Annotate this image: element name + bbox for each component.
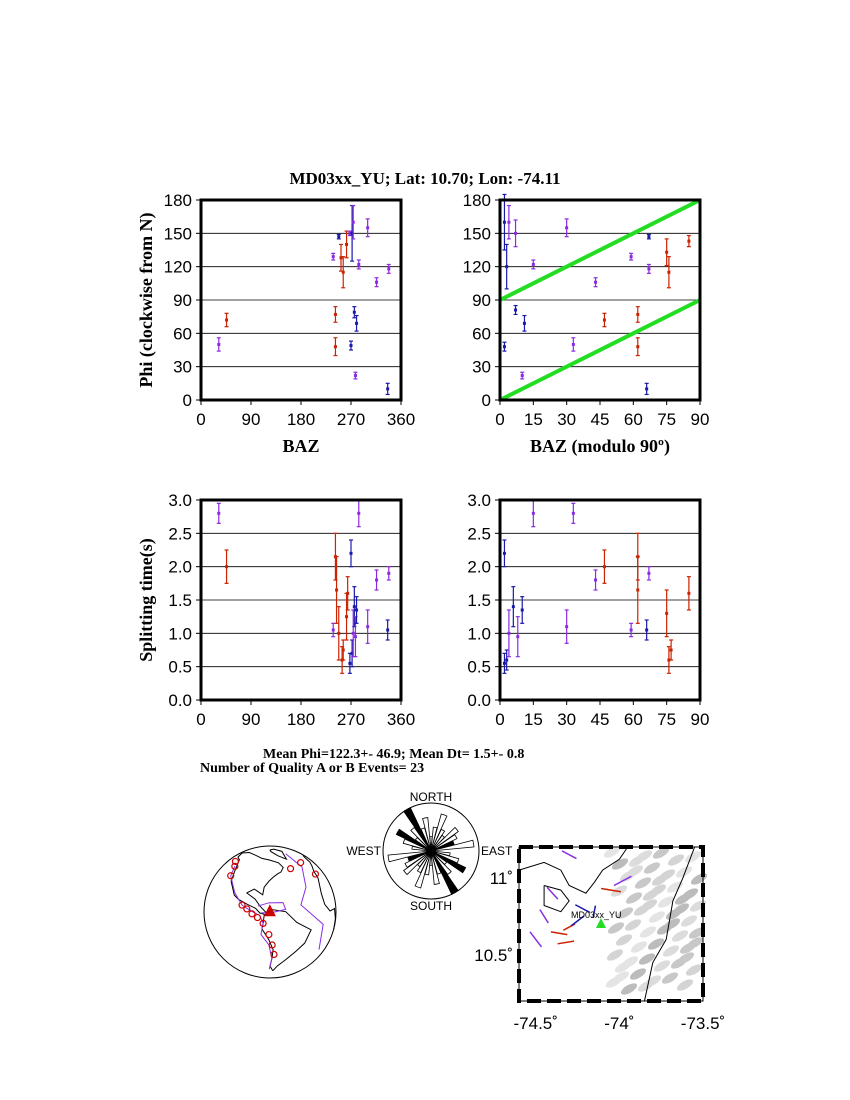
point-marker: [342, 271, 345, 274]
y-tick-label: 120: [462, 257, 491, 277]
point-marker: [387, 572, 390, 575]
data-point: [514, 220, 518, 247]
reference-line: [500, 200, 700, 300]
point-marker: [337, 235, 340, 238]
point-marker: [503, 221, 506, 224]
y-axis-label: Splitting time(s): [136, 538, 156, 662]
point-marker: [345, 243, 348, 246]
point-marker: [630, 255, 633, 258]
y-tick-label: 3.0: [467, 491, 491, 510]
point-marker: [572, 512, 575, 515]
dt-vs-baz-plot: [136, 491, 415, 729]
data-point: [602, 550, 606, 583]
data-point: [331, 623, 335, 636]
data-point: [636, 307, 640, 323]
point-marker: [366, 625, 369, 628]
data-point: [386, 383, 390, 394]
point-marker: [603, 319, 606, 322]
point-marker: [503, 552, 506, 555]
point-marker: [572, 343, 575, 346]
data-point: [366, 610, 370, 643]
point-marker: [503, 662, 506, 665]
data-point: [507, 206, 511, 239]
point-marker: [354, 635, 357, 638]
data-point: [647, 264, 651, 273]
data-point: [386, 620, 390, 640]
point-marker: [594, 281, 597, 284]
data-point: [531, 260, 535, 269]
point-marker: [532, 263, 535, 266]
point-marker: [630, 629, 633, 632]
data-point: [502, 540, 506, 567]
y-tick-label: 0: [182, 391, 192, 410]
point-marker: [507, 221, 510, 224]
point-marker: [386, 387, 389, 390]
x-axis-label: BAZ (modulo 90º): [530, 436, 670, 456]
x-tick-label: 0: [495, 710, 505, 729]
local-station-map: [474, 844, 725, 1033]
x-tick-label: 90: [241, 410, 261, 429]
x-tick-label: 15: [523, 710, 543, 729]
x-tick-label: 0: [196, 710, 206, 729]
y-tick-label: 0.0: [168, 691, 192, 710]
data-point: [629, 253, 633, 260]
point-marker: [670, 649, 673, 652]
data-point: [357, 260, 361, 269]
x-tick-label: 360: [386, 410, 416, 429]
data-point: [217, 503, 221, 523]
data-point: [645, 383, 649, 394]
y-tick-label: 0.0: [467, 691, 491, 710]
point-marker: [667, 271, 670, 274]
x-axis-label: BAZ: [282, 436, 320, 456]
y-tick-label: 0: [481, 391, 491, 410]
point-marker: [335, 589, 338, 592]
data-point: [511, 587, 515, 627]
x-tick-label: 0: [196, 410, 206, 429]
data-point: [333, 307, 337, 323]
x-tick-label: 60: [623, 410, 643, 429]
point-marker: [514, 309, 517, 312]
data-point: [665, 239, 669, 266]
data-point: [594, 278, 598, 287]
point-marker: [375, 579, 378, 582]
point-marker: [636, 345, 639, 348]
data-point: [375, 570, 379, 590]
x-tick-label: 360: [386, 710, 416, 729]
x-tick-label: 90: [690, 710, 710, 729]
point-marker: [514, 232, 517, 235]
point-marker: [565, 226, 568, 229]
data-point: [520, 597, 524, 624]
x-tick-label: 75: [657, 410, 677, 429]
rose-label-east: EAST: [481, 844, 513, 858]
data-point: [349, 540, 353, 567]
point-marker: [346, 592, 349, 595]
point-marker: [225, 565, 228, 568]
data-point: [357, 500, 361, 527]
point-marker: [337, 632, 340, 635]
figure-title: MD03xx_YU; Lat: 10.70; Lon: -74.11: [289, 169, 561, 188]
y-tick-label: 2.5: [168, 524, 192, 544]
point-marker: [345, 615, 348, 618]
y-axis-label: Phi (clockwise from N): [136, 212, 156, 388]
data-point: [387, 567, 391, 580]
point-marker: [332, 255, 335, 258]
point-marker: [355, 609, 358, 612]
point-marker: [516, 635, 519, 638]
point-marker: [523, 322, 526, 325]
data-point: [594, 570, 598, 590]
point-marker: [594, 579, 597, 582]
data-point: [516, 617, 520, 657]
y-tick-label: 180: [163, 191, 192, 210]
data-point: [531, 500, 535, 527]
data-point: [520, 372, 524, 379]
x-tick-label: 270: [336, 410, 366, 429]
y-tick-label: 1.5: [467, 591, 491, 610]
point-marker: [350, 344, 353, 347]
point-marker: [507, 632, 510, 635]
point-marker: [354, 374, 357, 377]
data-point: [647, 567, 651, 580]
data-point: [514, 306, 518, 315]
x-tick-label: 270: [336, 710, 366, 729]
point-marker: [217, 512, 220, 515]
point-marker: [512, 605, 515, 608]
x-tick-label: 30: [557, 410, 577, 429]
point-marker: [225, 319, 228, 322]
x-tick-label: 75: [657, 710, 677, 729]
point-marker: [647, 267, 650, 270]
data-point: [502, 194, 506, 250]
rose-label-south: SOUTH: [410, 899, 452, 913]
point-marker: [665, 612, 668, 615]
y-tick-label: 0.5: [467, 657, 491, 677]
x-tick-label: 45: [590, 710, 610, 729]
map-y-tick-label: 11˚: [489, 868, 513, 888]
y-tick-label: 1.0: [467, 624, 491, 644]
reference-line: [500, 300, 700, 400]
point-marker: [350, 552, 353, 555]
y-tick-label: 60: [173, 324, 192, 344]
point-marker: [217, 343, 220, 346]
y-tick-label: 2.0: [467, 557, 491, 577]
y-tick-label: 2.5: [467, 524, 491, 544]
world-globe-map: [204, 846, 336, 978]
data-point: [225, 313, 229, 326]
data-point: [687, 236, 691, 247]
phi-vs-baz-mod90-plot: [463, 191, 710, 457]
point-marker: [645, 387, 648, 390]
y-tick-label: 1.5: [168, 591, 192, 610]
data-point: [602, 313, 606, 326]
data-point: [341, 257, 345, 288]
y-tick-label: 3.0: [168, 491, 192, 510]
y-tick-label: 0.5: [168, 657, 192, 677]
point-marker: [532, 512, 535, 515]
data-point: [565, 610, 569, 643]
point-marker: [645, 629, 648, 632]
point-marker: [357, 512, 360, 515]
map-y-tick-label: 10.5˚: [474, 945, 513, 965]
y-tick-label: 150: [462, 224, 491, 244]
rose-label-north: NORTH: [409, 790, 453, 804]
summary-line-1: Mean Phi=122.3+- 46.9; Mean Dt= 1.5+- 0.8: [263, 747, 525, 762]
data-point: [333, 338, 337, 356]
map-x-tick-label: -74˚: [604, 1014, 635, 1033]
data-point: [502, 342, 506, 351]
data-point: [571, 338, 575, 351]
point-marker: [521, 609, 524, 612]
point-marker: [352, 221, 355, 224]
point-marker: [565, 625, 568, 628]
dt-vs-baz-mod90-plot: [467, 491, 709, 729]
data-point: [645, 620, 649, 640]
data-point: [337, 607, 341, 660]
y-tick-label: 60: [472, 324, 491, 344]
x-tick-label: 90: [241, 710, 261, 729]
station-label: MD03xx_YU: [570, 910, 622, 920]
y-tick-label: 90: [173, 291, 192, 310]
point-marker: [503, 345, 506, 348]
data-point: [565, 219, 569, 237]
map-x-tick-label: -74.5˚: [513, 1014, 558, 1033]
x-tick-label: 180: [286, 410, 316, 429]
point-marker: [636, 313, 639, 316]
data-point: [665, 590, 669, 637]
x-tick-label: 60: [623, 710, 643, 729]
point-marker: [505, 265, 508, 268]
point-marker: [665, 251, 668, 254]
point-marker: [521, 374, 524, 377]
point-marker: [334, 345, 337, 348]
x-tick-label: 0: [495, 410, 505, 429]
data-point: [505, 244, 509, 288]
data-point: [387, 264, 391, 273]
point-marker: [636, 589, 639, 592]
data-point: [375, 278, 379, 287]
y-tick-label: 90: [472, 291, 491, 310]
point-marker: [334, 313, 337, 316]
point-marker: [353, 605, 356, 608]
x-tick-label: 30: [557, 710, 577, 729]
data-point: [353, 372, 357, 379]
point-marker: [687, 240, 690, 243]
point-marker: [332, 629, 335, 632]
data-point: [687, 577, 691, 610]
data-point: [337, 234, 341, 238]
data-point: [331, 253, 335, 260]
map-x-tick-label: -73.5˚: [680, 1014, 726, 1033]
point-marker: [357, 263, 360, 266]
y-tick-label: 180: [462, 191, 491, 210]
point-marker: [355, 322, 358, 325]
phi-vs-baz-plot: [136, 191, 415, 456]
data-point: [669, 640, 673, 660]
x-tick-label: 180: [286, 710, 316, 729]
point-marker: [647, 235, 650, 238]
x-tick-label: 90: [690, 410, 710, 429]
data-point: [647, 234, 651, 238]
y-tick-label: 30: [472, 357, 491, 377]
point-marker: [505, 659, 508, 662]
y-tick-label: 2.0: [168, 557, 192, 577]
data-point: [339, 244, 343, 271]
point-marker: [375, 281, 378, 284]
data-point: [225, 550, 229, 583]
y-tick-label: 30: [173, 357, 192, 377]
point-marker: [647, 572, 650, 575]
point-marker: [603, 565, 606, 568]
point-marker: [687, 592, 690, 595]
point-marker: [348, 662, 351, 665]
x-tick-label: 15: [523, 410, 543, 429]
summary-line-2: Number of Quality A or B Events= 23: [200, 761, 425, 776]
point-marker: [353, 311, 356, 314]
data-point: [636, 338, 640, 356]
rose-diagram: [346, 790, 513, 913]
point-marker: [386, 629, 389, 632]
point-marker: [342, 649, 345, 652]
data-point: [667, 257, 671, 288]
point-marker: [387, 267, 390, 270]
x-tick-label: 45: [590, 410, 610, 429]
data-point: [349, 341, 353, 350]
data-point: [522, 316, 526, 332]
point-marker: [366, 226, 369, 229]
y-tick-label: 1.0: [168, 624, 192, 644]
data-point: [629, 623, 633, 636]
point-marker: [352, 632, 355, 635]
data-point: [571, 503, 575, 523]
y-tick-label: 120: [163, 257, 192, 277]
data-point: [366, 219, 370, 237]
y-tick-label: 150: [163, 224, 192, 244]
rose-label-west: WEST: [346, 844, 381, 858]
data-point: [217, 338, 221, 351]
